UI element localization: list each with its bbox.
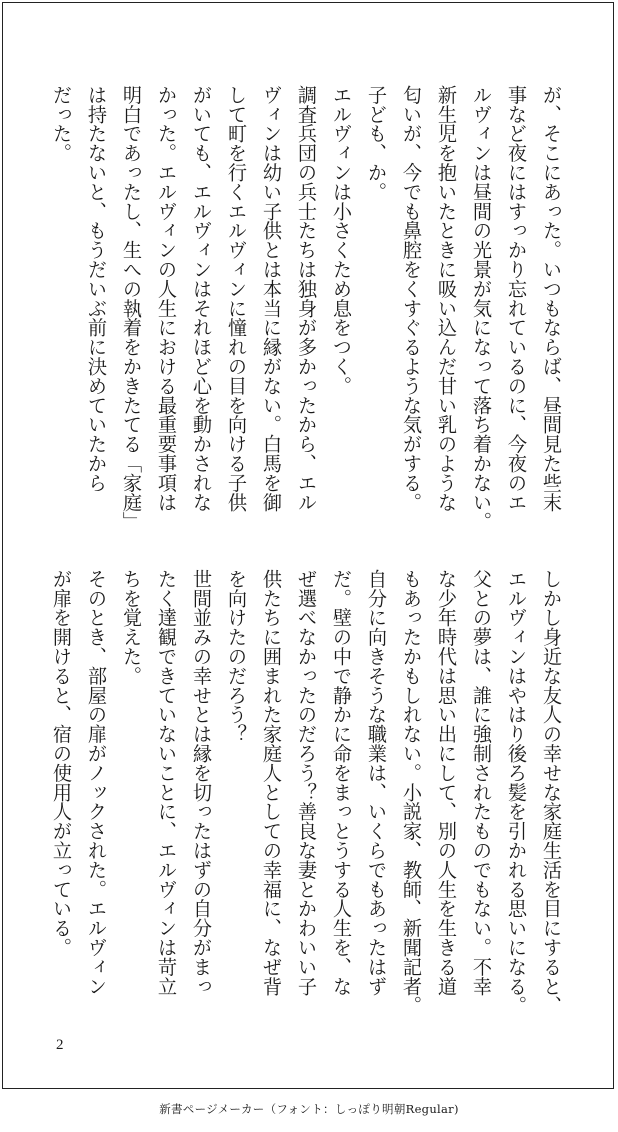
text-line: エルヴィンは小さくため息をつく。 [330,85,353,396]
text-line: 子ども、か。 [365,85,388,202]
upper-text-block [44,85,569,530]
text-line: もあったかもしれない。小説家、教師、新聞記者。 [400,569,423,1016]
text-line: を向けたのだろう？ [225,569,248,744]
text-line: して町を行くエルヴィンに憧れの目を向ける子供 [225,85,248,512]
text-line: ぜ選べなかったのだろう？善良な妻とかわいい子 [295,569,318,996]
text-line: 父との夢は、誰に強制されたものでもない。不幸 [470,569,493,996]
text-line: ちを覚えた。 [120,569,143,686]
footer-caption: 新書ページメーカー（フォント：しっぽり明朝Regular) [159,1102,459,1116]
text-line: しかし身近な友人の幸せな家庭生活を目にすると、 [540,569,563,1016]
text-line: が、そこにあった。いつもならば、昼間見た些末 [540,85,563,512]
page-frame [2,2,614,1089]
text-line: だった。 [50,85,73,163]
text-line: 調査兵団の兵士たちは独身が多かったから、エル [295,85,318,512]
text-line: 匂いが、今でも鼻腔をくすぐるような気がする。 [400,85,423,512]
text-line: 自分に向きそうな職業は、いくらでもあったはず [365,569,388,996]
text-line: たく達観できていないことに、エルヴィンは苛立 [155,569,178,996]
text-line: 世間並みの幸せとは縁を切ったはずの自分がまっ [190,569,213,996]
text-line: は持たないと、もうだいぶ前に決めていたから [85,85,108,493]
text-line: 新生児を抱いたときに吸い込んだ甘い乳のような [435,85,458,512]
text-line: ヴィンは幼い子供とは本当に縁がない。白馬を御 [260,85,283,512]
text-line: だ。壁の中で静かに命をまっとうする人生を、な [330,569,353,996]
text-line: 供たちに囲まれた家庭人としての幸福に、なぜ背 [260,569,283,996]
text-line: ルヴィンは昼間の光景が気になって落ち着かない。 [470,85,493,532]
text-line: な少年時代は思い出にして、別の人生を生きる道 [435,569,458,996]
text-line: が扉を開けると、宿の使用人が立っている。 [50,569,73,957]
text-line: エルヴィンはやはり後ろ髪を引かれる思いになる。 [505,569,528,1016]
text-line: そのとき、部屋の扉がノックされた。エルヴィン [85,569,108,996]
text-line: かった。エルヴィンの人生における最重要事項は [155,85,178,512]
text-line: 明白であったし、生への執着をかきたてる「家庭」 [120,85,143,532]
text-line: 事など夜にはすっかり忘れているのに、今夜のエ [505,85,528,512]
page-number: 2 [56,1037,64,1053]
lower-text-block [44,569,569,1016]
text-line: がいても、エルヴィンはそれほど心を動かされな [190,85,213,512]
